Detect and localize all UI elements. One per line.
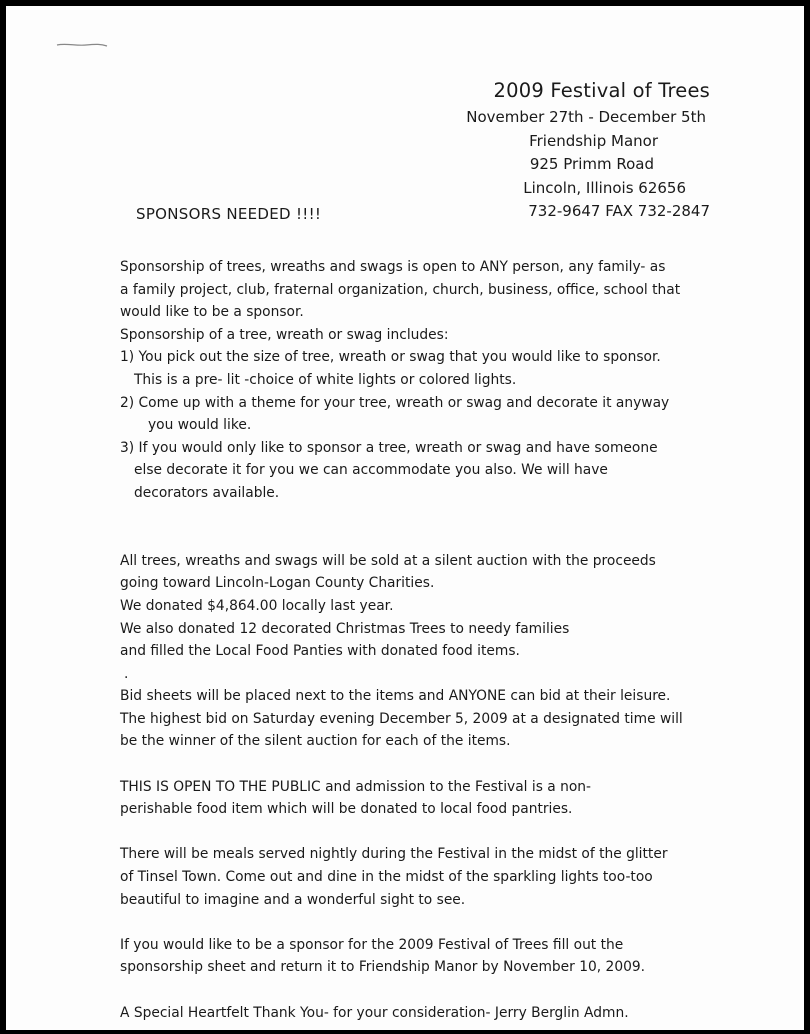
intro-line: Sponsorship of a tree, wreath or swag includes: (120, 326, 449, 343)
intro-line: would like to be a sponsor. (120, 304, 304, 321)
letter-body (120, 256, 740, 1024)
event-title: 2009 Festival of Trees (493, 79, 710, 102)
auction-line: All trees, wreaths and swags will be sold at a silent auction with the proceeds (120, 552, 656, 569)
bids-line: The highest bid on Saturday evening December 5, 2009 at a designated time will (120, 710, 683, 727)
public-line: perishable food item which will be donated to local food pantries. (120, 801, 573, 818)
sponsor-form-line: If you would like to be a sponsor for the 2009 Festival of Trees fill out the (120, 936, 624, 953)
item-2-line: 2) Come up with a theme for your tree, wreath or swag and decorate it anyway (120, 394, 670, 411)
auction-line: going toward Lincoln-Logan County Charities. (120, 575, 435, 592)
auction-line: We also donated 12 decorated Christmas Trees to needy families (120, 620, 570, 637)
auction-line: and filled the Local Food Panties with donated food items. (120, 643, 520, 660)
venue-city: Lincoln, Illinois 62656 (523, 178, 686, 197)
item-1-line: 1) You pick out the size of tree, wreath or swag that you would like to sponsor. (120, 349, 661, 366)
item-3-line: 3) If you would only like to sponsor a tree, wreath or swag and have someone (120, 439, 658, 456)
stray-dot: . (124, 665, 129, 682)
meals-line: There will be meals served nightly during the Festival in the midst of the glitter (120, 846, 668, 863)
auction-line: We donated $4,864.00 locally last year. (120, 597, 394, 614)
letterhead (466, 76, 710, 224)
headline: SPONSORS NEEDED !!!! (136, 205, 322, 223)
meals-line: beautiful to imagine and a wonderful sight to see. (120, 891, 466, 908)
venue-name: Friendship Manor (529, 131, 658, 150)
venue-street: 925 Primm Road (529, 155, 654, 174)
bids-line: Bid sheets will be placed next to the items and ANYONE can bid at their leisure. (120, 688, 671, 705)
pen-mark (56, 42, 108, 48)
event-dates: November 27th - December 5th (466, 108, 706, 126)
public-line: THIS IS OPEN TO THE PUBLIC and admission to the Festival is a non- (120, 778, 592, 795)
bids-line: be the winner of the silent auction for each of the items. (120, 733, 511, 750)
item-1-line: This is a pre- lit -choice of white lights or colored lights. (134, 371, 517, 388)
phone-fax: 732-9647 FAX 732-2847 (528, 202, 710, 221)
item-2-line: you would like. (148, 417, 252, 434)
intro-line: a family project, club, fraternal organization, church, business, office, school that (120, 281, 681, 298)
intro-line: Sponsorship of trees, wreaths and swags is open to ANY person, any family- as (120, 259, 666, 275)
letter-page (6, 6, 804, 1030)
item-3-line: decorators available. (134, 484, 280, 501)
item-3-line: else decorate it for you we can accommodate you also. We will have (134, 462, 608, 479)
sponsor-form-line: sponsorship sheet and return it to Friendship Manor by November 10, 2009. (120, 959, 646, 976)
meals-line: of Tinsel Town. Come out and dine in the midst of the sparkling lights too-too (120, 869, 653, 886)
thank-you-line: A Special Heartfelt Thank You- for your consideration- Jerry Berglin Admn. (120, 1004, 629, 1021)
